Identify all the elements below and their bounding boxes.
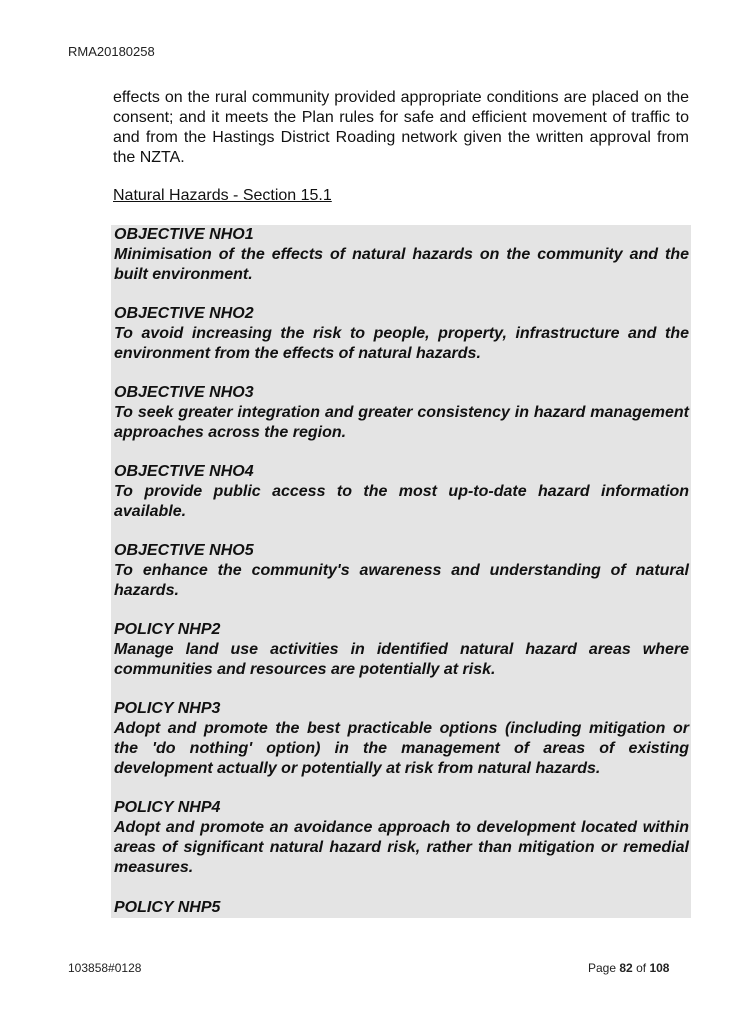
objective-nho3 (114, 383, 689, 443)
item-text: To enhance the community's awareness and understanding of natural hazards. (114, 562, 689, 599)
objective-nho1 (114, 225, 689, 285)
item-title: POLICY NHP4 (114, 799, 221, 816)
document-reference: RMA20180258 (68, 44, 155, 59)
policy-nhp5 (114, 898, 689, 918)
item-text: To avoid increasing the risk to people, property, infrastructure and the environment from the effects of natural hazards. (114, 325, 689, 362)
objective-nho2 (114, 304, 689, 364)
item-text: Minimisation of the effects of natural hazards on the community and the built environment. (114, 246, 689, 283)
page-total: 108 (649, 961, 670, 975)
page-current: 82 (619, 961, 633, 975)
item-title: OBJECTIVE NHO2 (114, 305, 254, 322)
item-title: OBJECTIVE NHO5 (114, 542, 254, 559)
objective-nho4 (114, 462, 689, 522)
body-paragraph: effects on the rural community provided appropriate conditions are placed on the consent; and it meets the Plan rules for safe and efficient movement of traffic to and from the Hastings District Roading network given the written approval from the NZTA. (113, 89, 689, 166)
item-title: OBJECTIVE NHO1 (114, 226, 254, 243)
item-title: OBJECTIVE NHO4 (114, 463, 254, 480)
policy-nhp4 (114, 798, 689, 878)
document-id: 103858#0128 (68, 961, 142, 975)
item-title: POLICY NHP5 (114, 899, 221, 916)
item-text: Adopt and promote the best practicable options (including mitigation or the 'do nothing' option) in the management of areas of existing development actually or potentially at risk from natural hazards. (114, 720, 689, 777)
page-prefix: Page (588, 961, 617, 975)
section-heading: Natural Hazards - Section 15.1 (113, 187, 332, 204)
hazards-objectives-policies-box (111, 225, 691, 918)
page-sep: of (636, 961, 647, 975)
item-title: POLICY NHP3 (114, 700, 221, 717)
item-text: To provide public access to the most up-to-date hazard information available. (114, 483, 689, 520)
item-title: POLICY NHP2 (114, 621, 221, 638)
page-number (588, 961, 669, 975)
policy-nhp2 (114, 620, 689, 680)
policy-nhp3 (114, 699, 689, 779)
item-text: Manage land use activities in identified natural hazard areas where communities and resources are potentially at risk. (114, 641, 689, 678)
item-title: OBJECTIVE NHO3 (114, 384, 254, 401)
item-text: To seek greater integration and greater consistency in hazard management approaches across the region. (114, 404, 689, 441)
item-text: Adopt and promote an avoidance approach to development located within areas of significant natural hazard risk, rather than mitigation or remedial measures. (114, 819, 689, 876)
objective-nho5 (114, 541, 689, 601)
